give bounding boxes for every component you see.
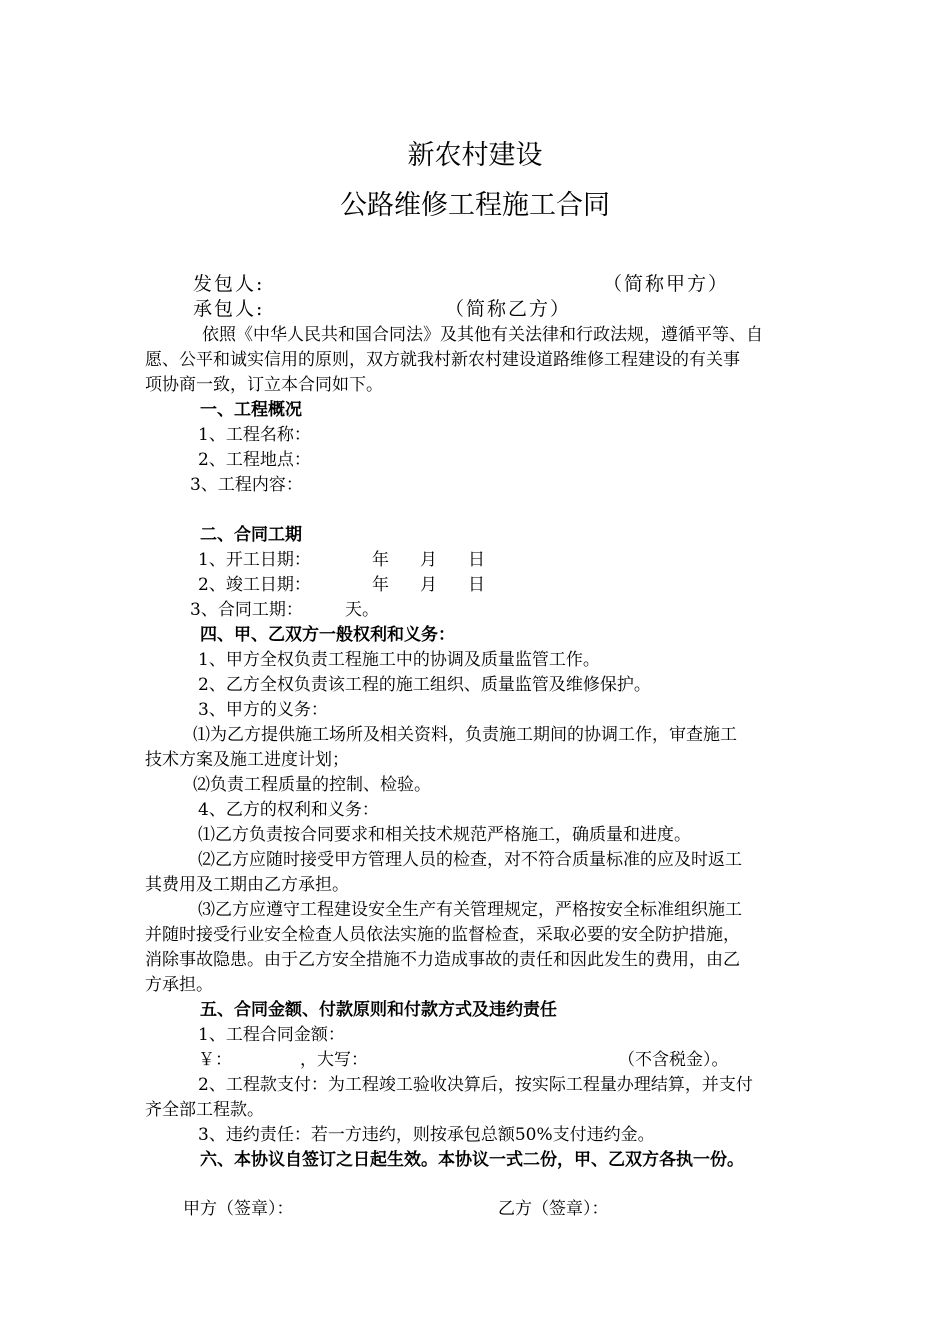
section1-heading: 一、工程概况 bbox=[200, 400, 302, 420]
section4-p2: 2、乙方全权负责该工程的施工组织、质量监管及维修保护。 bbox=[198, 675, 651, 695]
amount-yen-label: ￥： bbox=[198, 1050, 232, 1070]
project-content-field: 3、工程内容： bbox=[190, 475, 303, 495]
amount-daxie-label: ，大写： bbox=[300, 1050, 368, 1070]
party-a-signature: 甲方（签章）： bbox=[183, 1199, 294, 1219]
start-day: 日 bbox=[468, 550, 485, 570]
section4-p1: 1、甲方全权负责工程施工中的协调及质量监管工作。 bbox=[198, 650, 600, 670]
section4-p3-2: ⑵负责工程质量的控制、检验。 bbox=[193, 775, 431, 795]
start-date-label: 1、开工日期： bbox=[198, 550, 311, 570]
duration-label: 3、合同工期： bbox=[190, 600, 303, 620]
section5-p2a: 2、工程款支付：为工程竣工验收决算后，按实际工程量办理结算，并支付 bbox=[198, 1075, 753, 1095]
section4-p4-3b: 并随时接受行业安全检查人员依法实施的监督检查，采取必要的安全防护措施， bbox=[145, 925, 740, 945]
start-year: 年 bbox=[372, 550, 389, 570]
project-location-field: 2、工程地点： bbox=[198, 450, 311, 470]
employer-label: 发包人: bbox=[193, 273, 265, 295]
finish-day: 日 bbox=[468, 575, 485, 595]
section4-p3-1b: 技术方案及施工进度计划； bbox=[145, 750, 349, 770]
amount-tax-note: （不含税金）。 bbox=[618, 1050, 729, 1070]
section5-p3: 3、违约责任：若一方违约，则按承包总额50%支付违约金。 bbox=[198, 1125, 655, 1145]
intro-line-2: 愿、公平和诚实信用的原则，双方就我村新农村建设道路维修工程建设的有关事 bbox=[145, 350, 740, 370]
contractor-label: 承包人: bbox=[193, 298, 265, 320]
document-title-line2: 公路维修工程施工合同 bbox=[340, 190, 610, 221]
finish-month: 月 bbox=[420, 575, 437, 595]
section5-heading: 五、合同金额、付款原则和付款方式及违约责任 bbox=[200, 1000, 557, 1020]
section6-heading: 六、本协议自签订之日起生效。本协议一式二份，甲、乙双方各执一份。 bbox=[200, 1150, 744, 1170]
section4-p3-1a: ⑴为乙方提供施工场所及相关资料，负责施工期间的协调工作，审查施工 bbox=[193, 725, 737, 745]
finish-year: 年 bbox=[372, 575, 389, 595]
section4-p4-2b: 其费用及工期由乙方承担。 bbox=[145, 875, 349, 895]
document-title-line1: 新农村建设 bbox=[407, 140, 543, 171]
section5-p1: 1、工程合同金额： bbox=[198, 1025, 345, 1045]
section4-p4-3d: 方承担。 bbox=[145, 975, 213, 995]
section4-p3: 3、甲方的义务： bbox=[198, 700, 328, 720]
section4-p4-2a: ⑵乙方应随时接受甲方管理人员的检查，对不符合质量标准的应及时返工 bbox=[198, 850, 742, 870]
section4-p4-3c: 消除事故隐患。由于乙方安全措施不力造成事故的责任和因此发生的费用，由乙 bbox=[145, 950, 740, 970]
section5-p2b: 齐全部工程款。 bbox=[145, 1100, 264, 1120]
section4-p4-1: ⑴乙方负责按合同要求和相关技术规范严格施工，确质量和进度。 bbox=[198, 825, 691, 845]
intro-line-3: 项协商一致，订立本合同如下。 bbox=[145, 375, 383, 395]
section2-heading: 二、合同工期 bbox=[200, 525, 302, 545]
duration-days: 天。 bbox=[345, 600, 379, 620]
contractor-short: （简称乙方） bbox=[445, 298, 572, 320]
finish-date-label: 2、竣工日期： bbox=[198, 575, 311, 595]
start-month: 月 bbox=[420, 550, 437, 570]
section4-p4-3a: ⑶乙方应遵守工程建设安全生产有关管理规定，严格按安全标准组织施工 bbox=[198, 900, 742, 920]
section4-heading: 四、甲、乙双方一般权利和义务： bbox=[200, 625, 455, 645]
intro-line-1: 依照《中华人民共和国合同法》及其他有关法律和行政法规，遵循平等、自 bbox=[202, 325, 763, 345]
project-name-field: 1、工程名称： bbox=[198, 425, 311, 445]
section4-p4: 4、乙方的权利和义务： bbox=[198, 800, 379, 820]
employer-short: （简称甲方） bbox=[603, 273, 730, 295]
party-b-signature: 乙方（签章）： bbox=[498, 1199, 609, 1219]
